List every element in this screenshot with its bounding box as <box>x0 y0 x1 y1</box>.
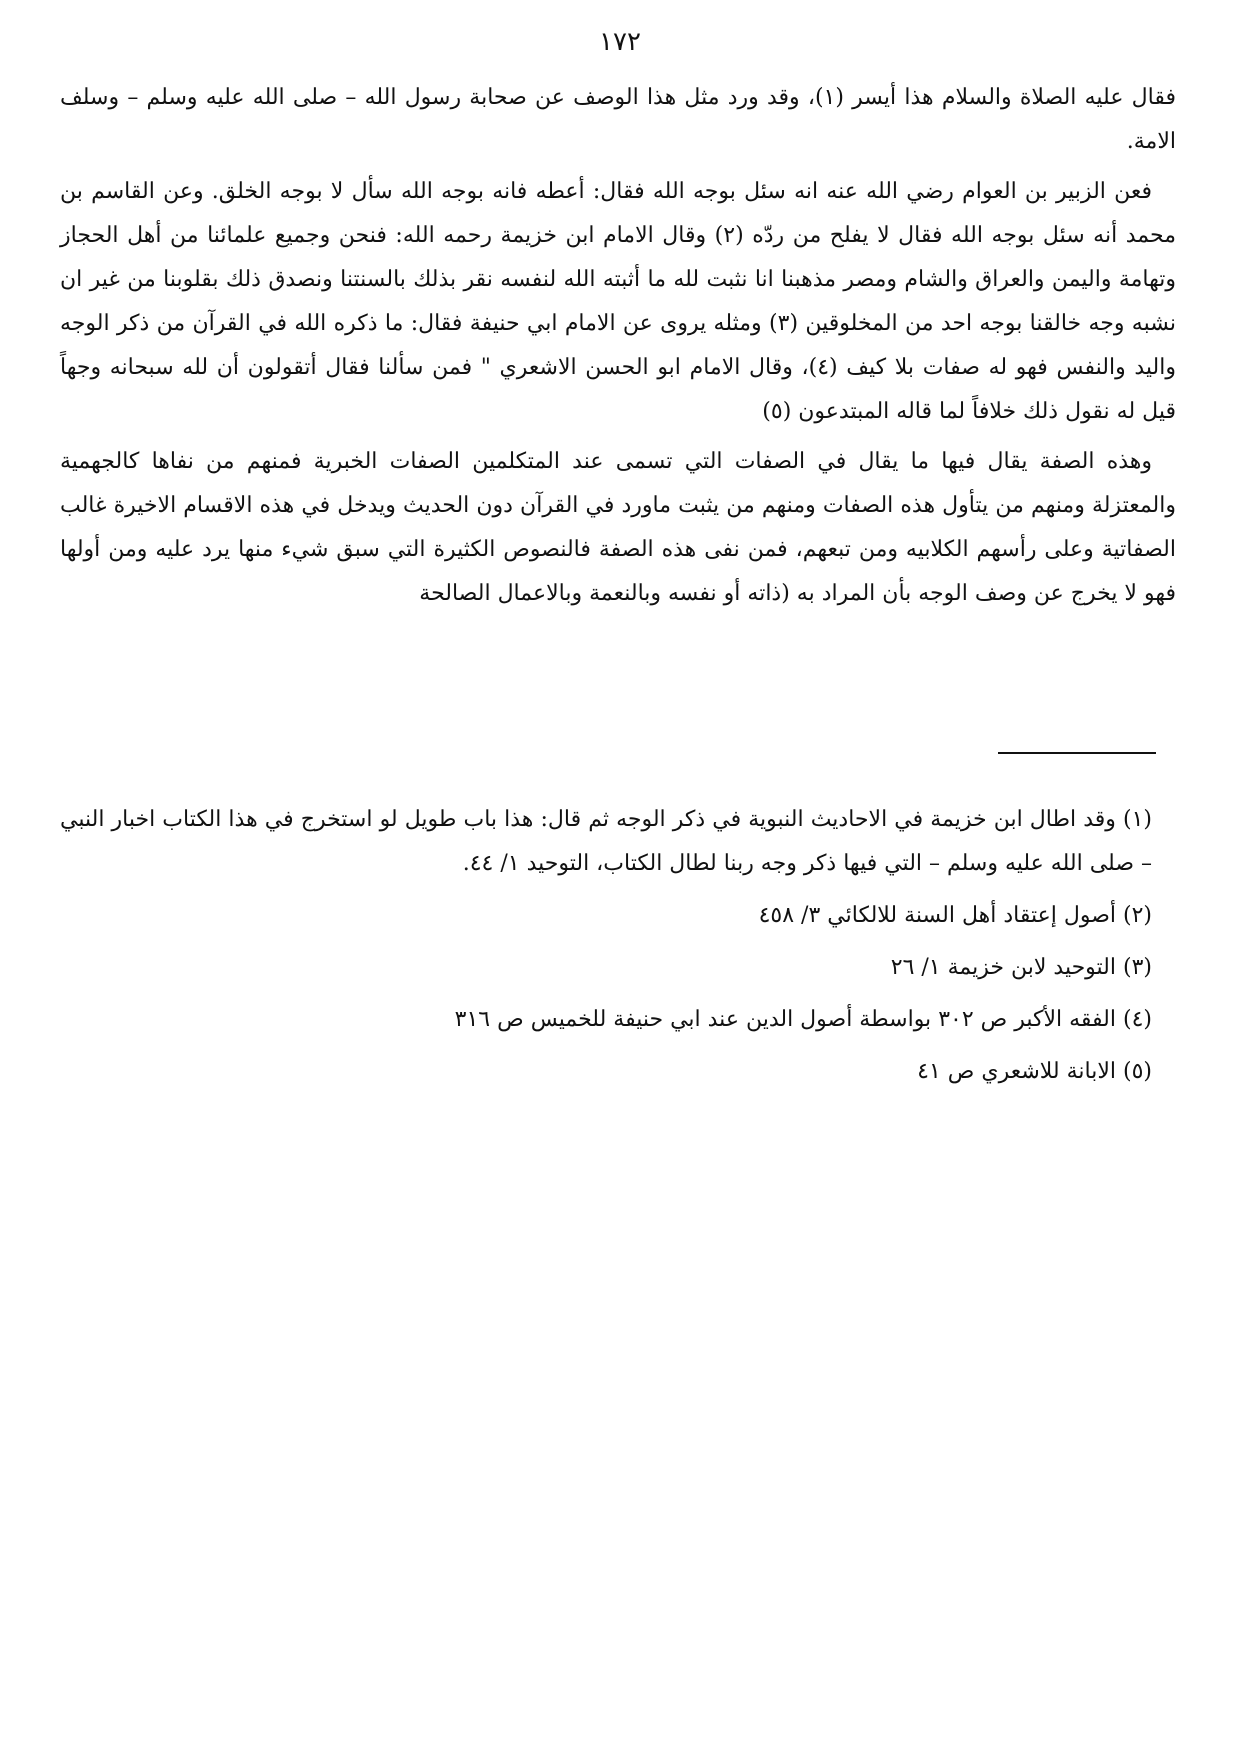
footnote: (١) وقد اطال ابن خزيمة في الاحاديث النبوية في ذكر الوجه ثم قال: هذا باب طويل لو استخرج في هذا الكتاب اخبار النبي – صلى الله عليه وسلم – التي فيها ذكر وجه ربنا لطال الكتاب، التوحيد ١/ ٤٤. <box>60 807 1152 876</box>
paragraph: فعن الزبير بن العوام رضي الله عنه انه سئل بوجه الله فقال: أعطه فانه بوجه الله سأل لا بوجه الخلق. وعن القاسم بن محمد أنه سئل بوجه الله فقال لا يفلح من ردّه (٢) وقال الامام ابن خزيمة رحمه الله: فنحن وجميع علمائنا من أهل الحجاز وتهامة واليمن والعراق والشام ومصر مذهبنا انا نثبت لله ما أثبته الله لنفسه نقر بذلك بالسنتنا ونصدق ذلك بقلوبنا من غير ان نشبه وجه خالقنا بوجه احد من المخلوقين (٣) ومثله يروى عن الامام ابي حنيفة فقال: ما ذكره الله في القرآن من ذكر الوجه واليد والنفس فهو له صفات بلا كيف (٤)، وقال الامام ابو الحسن الاشعري " فمن سألنا فقال أتقولون أن لله سبحانه وجهاً قيل له نقول ذلك خلافاً لما قاله المبتدعون (٥) <box>60 179 1177 424</box>
footnote: (٥) الابانة للاشعري ص ٤١ <box>917 1059 1152 1084</box>
paragraph: فقال عليه الصلاة والسلام هذا أيسر (١)، وقد ورد مثل هذا الوصف عن صحابة رسول الله – صلى الله عليه وسلم – وسلف الامة. <box>60 85 1177 154</box>
paragraph: وهذه الصفة يقال فيها ما يقال في الصفات التي تسمى عند المتكلمين الصفات الخبرية فمنهم من نفاها كالجهمية والمعتزلة ومنهم من يتأول هذه الصفات ومنهم من يثبت ماورد في القرآن دون الحديث ويدخل في هذه الاقسام الاخيرة غالب الصفاتية وعلى رأسهم الكلابيه ومن تبعهم، فمن نفى هذه الصفة فالنصوص الكثيرة التي سبق شيء منها يرد عليه ومن أولها فهو لا يخرج عن وصف الوجه بأن المراد به (ذاته أو نفسه وبالنعمة وبالاعمال الصالحة <box>60 449 1176 606</box>
footnotes <box>60 798 1176 1102</box>
footnote: (٤) الفقه الأكبر ص ٣٠٢ بواسطة أصول الدين عند ابي حنيفة للخميس ص ٣١٦ <box>454 1007 1152 1032</box>
footnote: (٢) أصول إعتقاد أهل السنة للالكائي ٣/ ٤٥٨ <box>758 903 1152 928</box>
page-number: ١٧٢ <box>599 27 641 57</box>
footnote-separator <box>998 752 1156 754</box>
footnote: (٣) التوحيد لابن خزيمة ١/ ٢٦ <box>890 955 1152 980</box>
main-text <box>60 76 1176 622</box>
